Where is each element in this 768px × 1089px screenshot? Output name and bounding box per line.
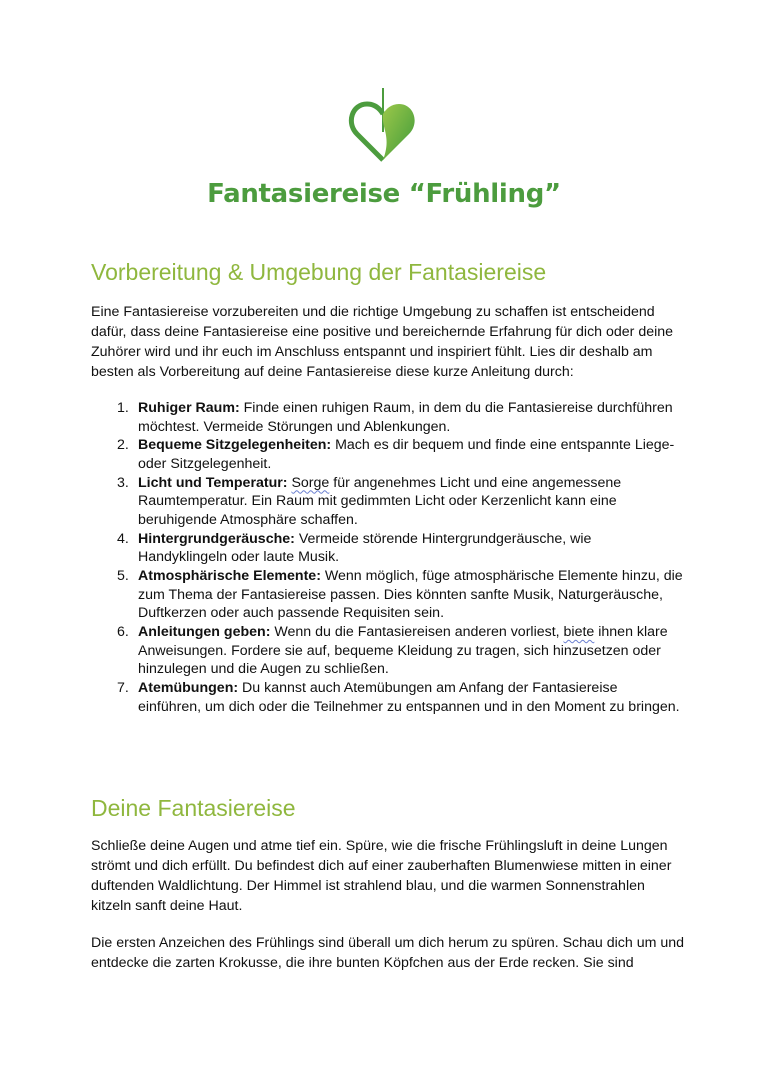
list-item xyxy=(91,399,683,436)
spellcheck-word[interactable]: Sorge xyxy=(291,474,330,491)
list-item-text: ihnen klare Anweisungen. Fordere sie auf, bequeme Kleidung zu tragen, sich hinzusetzen oder hinzulegen und die Augen zu schließen. xyxy=(138,623,668,678)
list-item xyxy=(91,436,683,473)
list-number: 7. xyxy=(117,679,129,696)
list-item-title: Atemübungen: xyxy=(138,679,239,696)
list-item-text: Wenn du die Fantasiereisen anderen vorliest, xyxy=(270,623,564,640)
list-number: 5. xyxy=(117,567,129,584)
list-number: 2. xyxy=(117,437,129,454)
list-item xyxy=(91,530,683,567)
journey-paragraph-1: Schließe deine Augen und atme tief ein. Spüre, wie die frische Frühlingsluft in deine Lungen strömt und dich erfüllt. Du befindest dich auf einer zauberhaften Blumenwiese mitten in einer duftenden Waldlichtung. Der Himmel ist strahlend blau, und die warmen Sonnenstrahlen kitzeln sanft deine Haut. xyxy=(91,838,672,914)
list-item-title: Licht und Temperatur: xyxy=(138,474,288,491)
list-item-text: Finde einen ruhigen Raum, in dem du die Fantasiereise durchführen möchtest. Vermeide Störungen und Ablenkungen. xyxy=(138,400,673,435)
list-item xyxy=(91,623,683,679)
list-number: 1. xyxy=(117,400,129,416)
list-number: 6. xyxy=(117,623,129,640)
list-item xyxy=(91,567,683,623)
list-item-title: Anleitungen geben: xyxy=(138,623,271,640)
list-item-text: für angenehmes Licht und eine angemessene Raumtemperatur. Ein Raum mit gedimmten Licht oder Kerzenlicht kann eine beruhigende Atmosphäre schaffen. xyxy=(138,474,622,528)
spellcheck-word[interactable]: biete xyxy=(563,623,595,640)
preparation-list xyxy=(91,399,683,716)
list-item-title: Ruhiger Raum: xyxy=(138,400,240,416)
list-number: 4. xyxy=(117,530,129,547)
list-item-title: Hintergrundgeräusche: xyxy=(138,530,295,547)
list-item-text: Du kannst auch Atemübungen am Anfang der Fantasiereise einführen, um dich oder die Teilnehmer zu entspannen und in den Moment zu bringen. xyxy=(138,679,680,715)
journey-paragraph-2: Die ersten Anzeichen des Frühlings sind überall um dich herum zu spüren. Schau dich um und entdecke die zarten Krokusse, die ihre bunten Köpfchen aus der Erde recken. Sie sind xyxy=(91,935,685,971)
list-item-text: Wenn möglich, füge atmosphärische Elemente hinzu, die zum Thema der Fantasiereise passen. Dies könnten sanfte Musik, Naturgeräusche, Duftkerzen oder auch passende Requisiten sein. xyxy=(138,567,683,622)
list-number: 3. xyxy=(117,474,129,491)
list-item-title: Bequeme Sitzgelegenheiten: xyxy=(138,437,332,454)
document-title: Fantasiereise “Frühling” xyxy=(207,179,561,209)
list-item xyxy=(91,679,683,716)
intro-paragraph: Eine Fantasiereise vorzubereiten und die richtige Umgebung zu schaffen ist entscheidend dafür, dass deine Fantasiereise eine positive und bereichernde Erfahrung für dich oder deine Zuhörer wird und ihr euch im Anschluss entspannt und inspiriert fühlt. Lies dir deshalb am besten als Vorbereitung auf deine Fantasiereise diese kurze Anleitung durch: xyxy=(91,304,674,380)
list-item-title: Atmosphärische Elemente: xyxy=(138,567,321,584)
section-heading-journey: Deine Fantasiereise xyxy=(91,795,296,821)
heart-leaf-icon xyxy=(348,88,418,164)
section-heading-preparation: Vorbereitung & Umgebung der Fantasiereise xyxy=(91,259,547,285)
list-item-text: Mach es dir bequem und finde eine entspannte Liege- oder Sitzgelegenheit. xyxy=(138,437,675,472)
list-item xyxy=(91,474,683,530)
list-item-text: Vermeide störende Hintergrundgeräusche, wie Handyklingeln oder laute Musik. xyxy=(138,530,592,566)
